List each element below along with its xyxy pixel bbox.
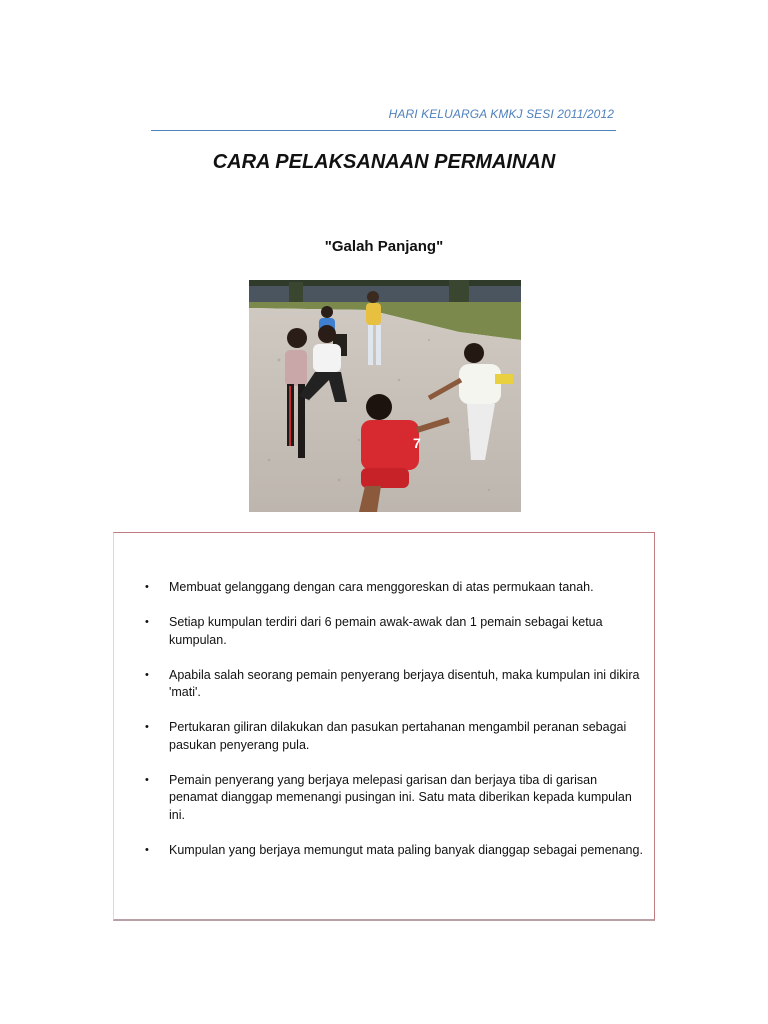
bullet-icon: • (145, 843, 149, 856)
rule-text: Kumpulan yang berjaya memungut mata paling banyak dianggap sebagai pemenang. (169, 842, 643, 857)
bullet-icon: • (145, 773, 149, 786)
rule-text: Setiap kumpulan terdiri dari 6 pemain awak-awak dan 1 pemain sebagai ketua kumpulan. (169, 615, 603, 647)
game-name: "Galah Panjang" (324, 238, 444, 255)
list-item (114, 842, 654, 860)
list-item (114, 719, 654, 754)
list-item (114, 667, 654, 702)
rule-text: Apabila salah seorang pemain penyerang berjaya disentuh, maka kumpulan ini dikira 'mati'. (169, 667, 640, 699)
rules-list (114, 579, 654, 877)
rule-text: Pertukaran giliran dilakukan dan pasukan pertahanan mengambil peranan sebagai pasukan penyerang pula. (169, 720, 627, 752)
bullet-icon: • (145, 721, 149, 733)
bullet-icon: • (145, 616, 149, 628)
list-item (114, 579, 654, 597)
rule-text: Pemain penyerang yang berjaya melepasi garisan dan berjaya tiba di garisan penamat dianggap memenangi pusingan ini. Satu mata diberikan kepada kumpulan ini. (169, 772, 632, 822)
header-divider (151, 130, 616, 131)
bullet-icon: • (145, 581, 149, 593)
bullet-icon: • (145, 668, 149, 681)
rules-box (113, 532, 655, 921)
list-item (114, 772, 654, 825)
rule-text: Membuat gelanggang dengan cara menggoreskan di atas permukaan tanah. (169, 580, 594, 594)
page-title: CARA PELAKSANAAN PERMAINAN (212, 151, 556, 173)
list-item (114, 614, 654, 649)
children-playing-photo (249, 280, 521, 512)
document-header: HARI KELUARGA KMKJ SESI 2011/2012 (388, 107, 614, 121)
svg-text:7: 7 (413, 435, 421, 451)
